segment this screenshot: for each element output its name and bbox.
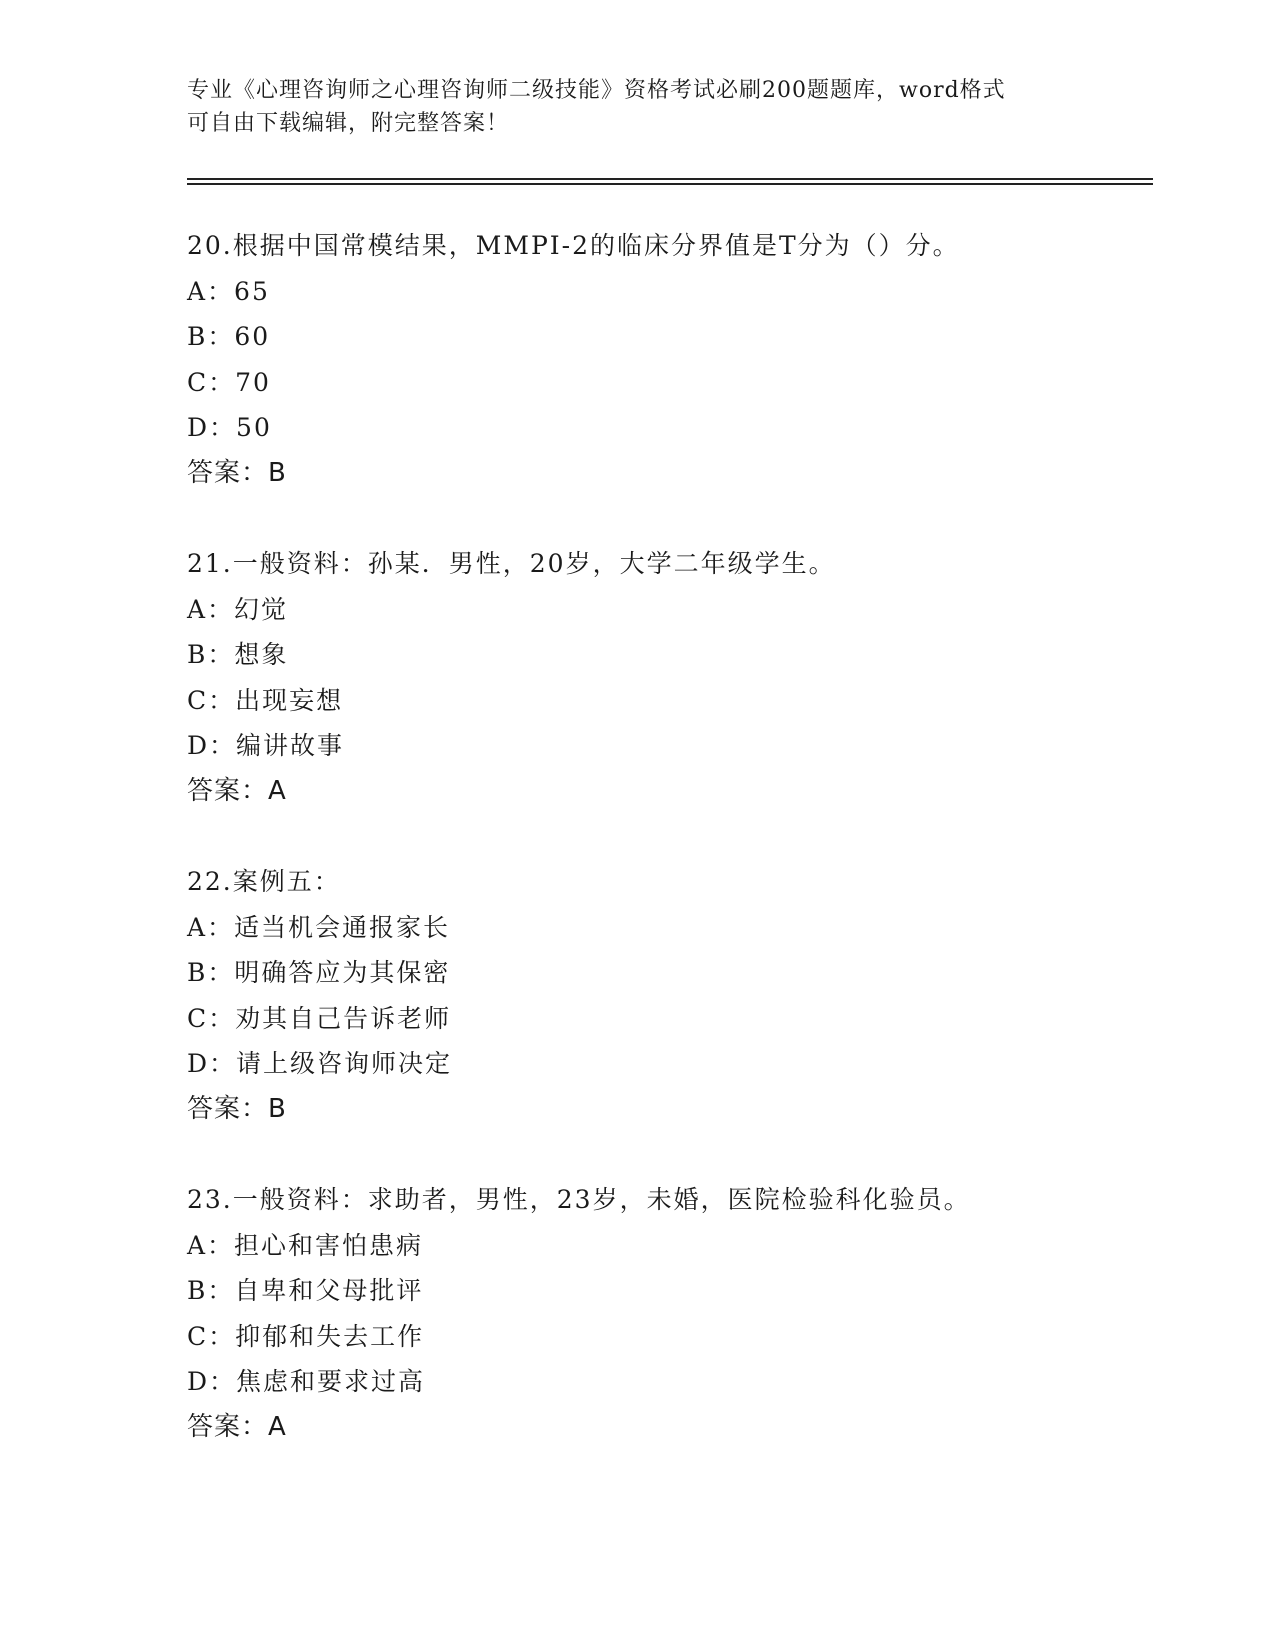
question-22 [187, 859, 1187, 1132]
document-header [187, 74, 1087, 140]
question-20 [187, 223, 1187, 496]
option-a: A：幻觉 [187, 594, 289, 624]
header-line-2: 可自由下载编辑，附完整答案！ [187, 111, 510, 136]
answer-line [187, 769, 1187, 815]
header-divider-bottom [187, 183, 1153, 185]
answer-value: A [268, 1411, 287, 1442]
option-a: A：适当机会通报家长 [187, 912, 451, 942]
option-b: B：60 [187, 322, 271, 351]
question-21 [187, 541, 1187, 814]
option-c: C：抑郁和失去工作 [187, 1321, 425, 1351]
answer-line [187, 451, 1187, 497]
option-b: B：明确答应为其保密 [187, 958, 451, 987]
option-d: D：请上级咨询师决定 [187, 1049, 453, 1078]
question-title: 21.一般资料：孙某．男性，20岁，大学二年级学生。 [187, 549, 836, 578]
answer-label: 答案： [187, 1093, 269, 1124]
header-line-1: 专业《心理咨询师之心理咨询师二级技能》资格考试必刷200题题库，word格式 [187, 78, 1006, 103]
question-title: 23.一般资料：求助者，男性，23岁，未婚，医院检验科化验员。 [187, 1185, 971, 1214]
answer-label: 答案： [187, 457, 269, 488]
header-divider-top [187, 178, 1153, 180]
option-c: C：出现妄想 [187, 685, 344, 715]
answer-line [187, 1405, 1187, 1451]
answer-value: A [268, 775, 287, 806]
option-a: A：65 [187, 276, 270, 306]
answer-label: 答案： [187, 1411, 269, 1442]
option-c: C：劝其自己告诉老师 [187, 1003, 452, 1033]
option-d: D：编讲故事 [187, 731, 345, 760]
option-a: A：担心和害怕患病 [187, 1230, 424, 1260]
option-d: D：焦虑和要求过高 [187, 1367, 426, 1396]
question-23 [187, 1177, 1187, 1450]
answer-label: 答案： [187, 775, 269, 806]
answer-value: B [268, 457, 287, 488]
option-b: B：想象 [187, 640, 289, 669]
option-c: C：70 [187, 367, 271, 397]
question-title: 22.案例五： [187, 867, 341, 896]
option-d: D：50 [187, 413, 272, 442]
question-title: 20.根据中国常模结果，MMPI-2的临床分界值是T分为（）分。 [187, 231, 960, 260]
answer-line [187, 1087, 1187, 1133]
answer-value: B [268, 1093, 287, 1124]
option-b: B：自卑和父母批评 [187, 1276, 424, 1305]
